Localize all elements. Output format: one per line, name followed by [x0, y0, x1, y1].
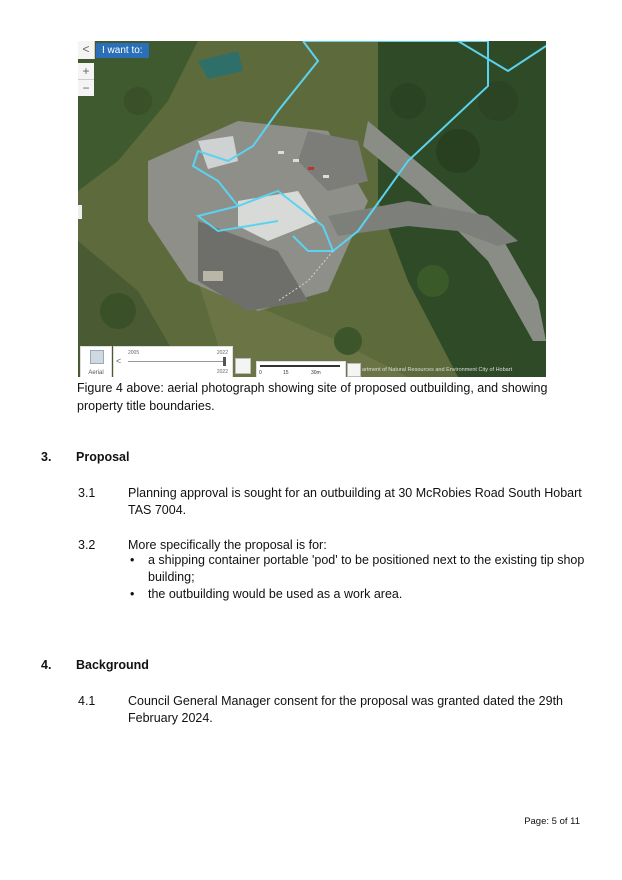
basemap-switcher[interactable] [80, 346, 112, 377]
map-back-button[interactable] [78, 41, 95, 59]
scale-label-15: 15 [283, 370, 289, 376]
timeline-chevron-left-icon[interactable]: < [116, 356, 122, 366]
attribution-toggle-icon[interactable] [347, 363, 361, 377]
side-panel-toggle[interactable] [78, 205, 82, 219]
list-item-text: a shipping container portable 'pod' to be positioned next to the existing tip shop building; [148, 553, 585, 584]
chevron-left-icon: < [82, 42, 90, 56]
list-item [128, 586, 588, 603]
bullet-icon: • [130, 587, 135, 601]
scale-label-30: 30m [311, 370, 321, 376]
paragraph-text: Planning approval is sought for an outbuilding at 30 McRobies Road South Hobart TAS 7004. [128, 486, 582, 517]
paragraph-number: 4.1 [78, 694, 96, 708]
zoom-in-button[interactable]: + [78, 63, 94, 80]
paragraph-text: More specifically the proposal is for: [128, 538, 327, 552]
proposal-bullet-list [128, 552, 588, 603]
basemap-thumbnail-icon [90, 350, 104, 364]
paragraph-text: Council General Manager consent for the proposal was granted dated the 29th February 2024. [128, 694, 563, 725]
timeline-start-year: 2005 [128, 350, 140, 356]
scale-bar-line [260, 365, 340, 367]
section-title-background: Background [76, 658, 149, 672]
timeline-end-year: 2022 [216, 350, 228, 356]
imagery-timeline[interactable] [113, 346, 233, 377]
section-title-proposal: Proposal [76, 450, 130, 464]
bullet-icon: • [130, 553, 135, 567]
scale-label-0: 0 [259, 370, 262, 376]
map-attribution: artment of Natural Resources and Environment City of Hobart [362, 367, 513, 373]
page-number: Page: 5 of 11 [524, 816, 580, 827]
paragraph-number: 3.1 [78, 486, 96, 500]
timeline-track[interactable] [128, 361, 224, 362]
list-item-text: the outbuilding would be used as a work area. [148, 587, 403, 601]
section-number: 4. [41, 658, 52, 672]
list-item [128, 552, 588, 586]
figure-caption: Figure 4 above: aerial photograph showing site of proposed outbuilding, and showing property title boundaries. [77, 381, 548, 413]
paragraph-number: 3.2 [78, 538, 96, 552]
aerial-map[interactable] [78, 41, 546, 377]
section-number: 3. [41, 450, 52, 464]
i-want-to-button[interactable]: I want to: [96, 43, 149, 58]
measure-tool-icon[interactable] [235, 358, 251, 374]
aerial-photo [78, 41, 546, 377]
timeline-handle[interactable] [223, 357, 226, 366]
scale-bar [256, 361, 346, 377]
zoom-out-button[interactable]: − [78, 80, 94, 96]
basemap-label: Aerial [88, 370, 104, 376]
timeline-selected-year: 2022 [216, 369, 228, 375]
